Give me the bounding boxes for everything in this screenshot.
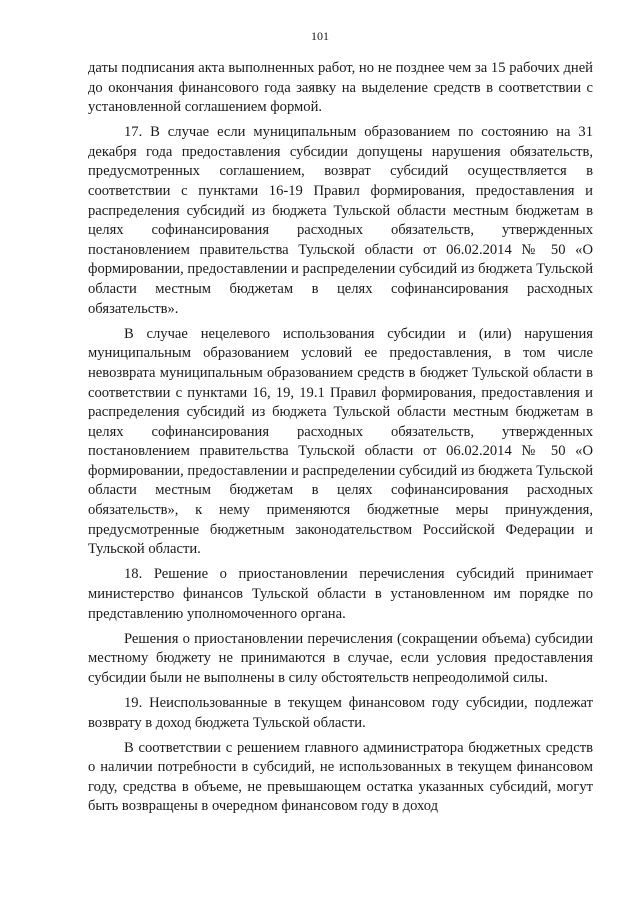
paragraph-continuation: даты подписания акта выполненных работ, но не позднее чем за 15 рабочих дней до окончания финансового года заявку на выделение средств в соответствии с установленной соглашением формой.: [88, 60, 593, 116]
paragraph-item-18: 18. Решение о приостановлении перечисления субсидий принимает министерство финансов Тульской области в установленном им порядке по представлению уполномоченного органа.: [88, 566, 593, 622]
document-body: [88, 59, 593, 822]
paragraph-return-decision: В соответствии с решением главного администратора бюджетных средств о наличии потребности в субсидий, не использованных в текущем финансовом году, средства в объеме, не превышающем остатка указанных субсидий, могут быть возвращены в очередном финансовом году в доход: [88, 739, 593, 815]
paragraph-misuse-case: В случае нецелевого использования субсидии и (или) нарушения муниципальным образованием условий ее предоставления, в том числе невозврата муниципальным образованием средств в бюджет Тульской области в соответствии с пунктами 16, 19, 19.1 Правил формирования, предоставления и распределения субсидий из бюджета Тульской области местным бюджетам в целях софинансирования расходных обязательств, утвержденных постановлением правительства Тульской области от 06.02.2014 № 50 «О формировании, предоставлении и распределении субсидий из бюджета Тульской области местным бюджетам в целях софинансирования расходных обязательств», к нему применяются бюджетные меры принуждения, предусмотренные бюджетным законодательством Российской Федерации и Тульской области.: [88, 325, 593, 558]
paragraph-item-17: 17. В случае если муниципальным образованием по состоянию на 31 декабря года предоставления субсидии допущены нарушения обязательств, предусмотренных соглашением, возврат субсидий осуществляется в соответствии с пунктами 16-19 Правил формирования, предоставления и распределения субсидий из бюджета Тульской области местным бюджетам в целях софинансирования расходных обязательств, утвержденных постановлением правительства Тульской области от 06.02.2014 № 50 «О формировании, предоставлении и распределении субсидий из бюджета Тульской области местным бюджетам в целях софинансирования расходных обязательств».: [88, 124, 593, 317]
paragraph-item-19: 19. Неиспользованные в текущем финансовом году субсидии, подлежат возврату в доход бюджета Тульской области.: [88, 694, 593, 731]
paragraph-suspension-exception: Решения о приостановлении перечисления (сокращении объема) субсидии местному бюджету не принимаются в случае, если условия предоставления субсидии были не выполнены в силу обстоятельств непреодолимой силы.: [88, 630, 593, 686]
page-number: 101: [311, 29, 329, 43]
